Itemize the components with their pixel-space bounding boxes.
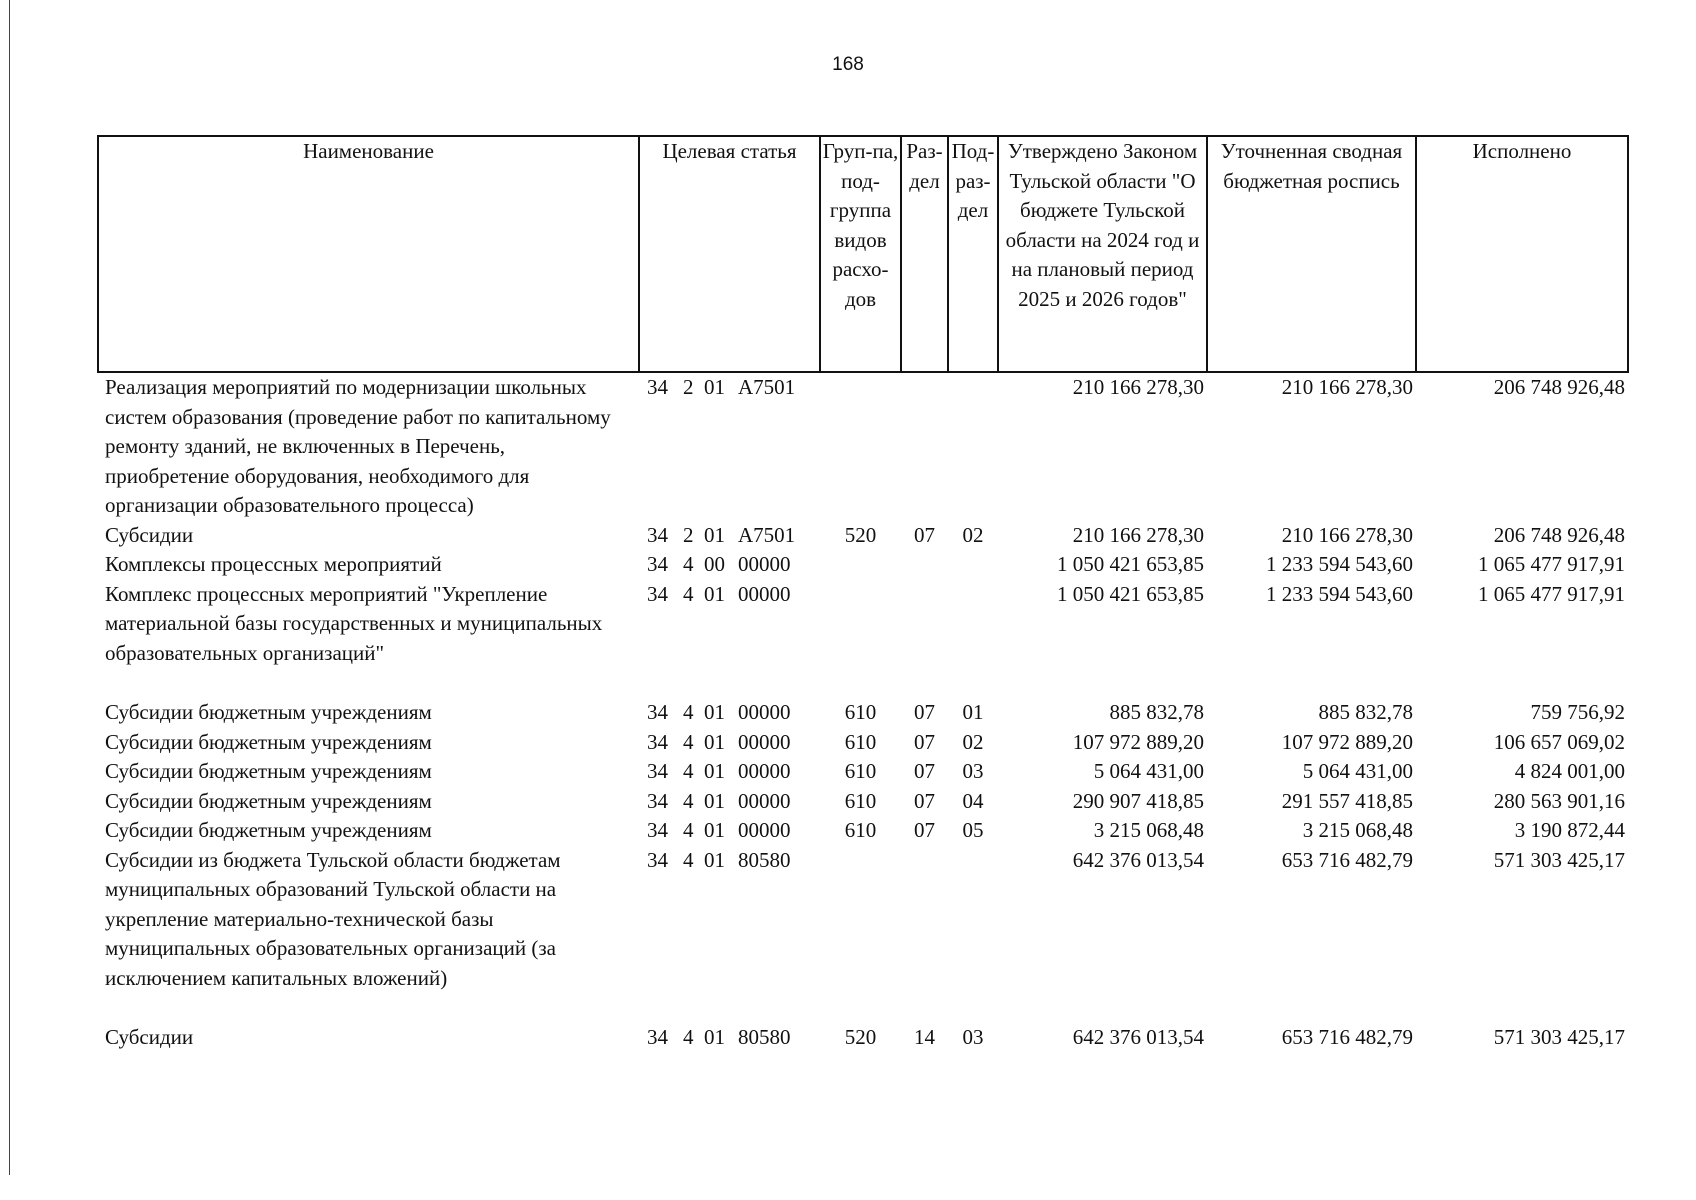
row-name: Субсидии [105,1025,194,1049]
target-part-2: 4 [683,552,694,576]
target-part-4: 00000 [738,700,791,724]
row-name: Субсидии [105,522,194,547]
target-part-2: 4 [683,788,694,813]
target-part-4: 00000 [738,729,791,754]
target-part-1: 34 [647,522,668,547]
row-executed: 3 190 872,44 [1514,818,1625,842]
row-executed: 106 657 069,02 [1493,729,1625,754]
row-target [639,816,820,846]
row-section: 07 [914,522,935,547]
row-group: 610 [844,759,877,783]
row-subsection: 05 [962,818,984,842]
table-row [98,372,1628,521]
row-group [820,372,901,521]
row-refined: 210 166 278,30 [1281,522,1413,547]
row-group: 610 [844,729,877,754]
row-group: 520 [844,522,877,547]
target-part-3: 01 [704,522,725,547]
target-part-1: 34 [647,788,668,813]
row-subsection: 04 [962,788,984,813]
target-part-4: А7501 [738,522,796,547]
row-refined: 653 716 482,79 [1281,847,1413,872]
header-subsection: Под-раз-дел [948,136,998,372]
row-refined: 1 233 594 543,60 [1266,581,1413,606]
header-section: Раз-дел [901,136,948,372]
row-executed: 206 748 926,48 [1493,375,1625,399]
row-executed: 571 303 425,17 [1493,847,1625,872]
row-name: Субсидии из бюджета Тульской области бюджетам муниципальных образований Тульской области на укрепление материально-технической базы муниципальных образовательных организаций (за исключением капитальных вложений) [105,847,561,990]
row-subsection: 02 [962,729,984,754]
target-part-2: 2 [683,375,694,399]
target-part-2: 4 [683,1025,694,1049]
row-refined: 5 064 431,00 [1302,759,1413,783]
table-row [98,1023,1628,1053]
target-part-4: А7501 [738,375,796,399]
row-section: 07 [914,788,935,813]
target-part-2: 2 [683,522,694,547]
target-part-4: 00000 [738,818,791,842]
target-part-2: 4 [683,700,694,724]
row-approved: 107 972 889,20 [1072,729,1204,754]
row-approved: 210 166 278,30 [1072,375,1204,399]
row-name: Субсидии бюджетным учреждениям [105,759,432,783]
row-section: 07 [914,729,935,754]
table-header-row [98,136,1628,372]
target-part-1: 34 [647,581,668,606]
target-part-3: 01 [704,788,725,813]
row-group [820,580,901,699]
row-section: 07 [914,700,935,724]
row-approved: 5 064 431,00 [1093,759,1204,783]
row-subsection [948,580,998,699]
row-refined: 885 832,78 [1318,700,1413,724]
target-part-4: 00000 [738,552,791,576]
target-part-3: 01 [704,759,725,783]
row-target [639,580,820,699]
target-part-4: 00000 [738,788,791,813]
target-part-3: 01 [704,729,725,754]
row-approved: 3 215 068,48 [1093,818,1204,842]
target-part-3: 01 [704,700,725,724]
row-refined: 1 233 594 543,60 [1266,552,1413,576]
table-row [98,846,1628,1024]
row-executed: 4 824 001,00 [1514,759,1625,783]
row-target [639,550,820,580]
target-part-1: 34 [647,375,668,399]
row-subsection [948,846,998,1024]
row-subsection: 03 [962,1025,984,1049]
target-part-1: 34 [647,700,668,724]
row-approved: 210 166 278,30 [1072,522,1204,547]
header-name: Наименование [98,136,639,372]
target-part-2: 4 [683,818,694,842]
row-approved: 1 050 421 653,85 [1057,581,1204,606]
row-subsection [948,372,998,521]
row-refined: 653 716 482,79 [1281,1025,1413,1049]
target-part-4: 80580 [738,1025,791,1049]
row-name: Комплекс процессных мероприятий "Укрепление материальной базы государственных и муниципальных образовательных организаций" [105,581,603,665]
target-part-1: 34 [647,552,668,576]
row-target [639,757,820,787]
row-refined: 210 166 278,30 [1281,375,1413,399]
target-part-3: 01 [704,847,725,872]
target-part-3: 01 [704,375,725,399]
row-name: Субсидии бюджетным учреждениям [105,818,432,842]
target-part-1: 34 [647,847,668,872]
row-executed: 571 303 425,17 [1493,1025,1625,1049]
row-executed: 1 065 477 917,91 [1478,552,1625,576]
row-target [639,521,820,551]
page-margin-line [9,0,10,1175]
row-name: Субсидии бюджетным учреждениям [105,788,432,813]
table-row [98,728,1628,758]
target-part-3: 01 [704,1025,725,1049]
row-group: 520 [844,1025,877,1049]
row-group: 610 [844,700,877,724]
target-part-1: 34 [647,729,668,754]
target-part-1: 34 [647,759,668,783]
target-part-2: 4 [683,847,694,872]
table-row [98,580,1628,699]
table-row [98,550,1628,580]
row-group [820,550,901,580]
target-part-3: 01 [704,581,725,606]
header-target: Целевая статья [639,136,820,372]
budget-table [97,135,1629,1053]
target-part-4: 00000 [738,759,791,783]
row-group: 610 [844,788,877,813]
row-section [901,846,948,1024]
row-target [639,1023,820,1053]
row-section: 14 [914,1025,935,1049]
target-part-2: 4 [683,581,694,606]
row-approved: 1 050 421 653,85 [1057,552,1204,576]
row-approved: 290 907 418,85 [1072,788,1204,813]
target-part-1: 34 [647,818,668,842]
row-approved: 642 376 013,54 [1072,1025,1204,1049]
target-part-3: 01 [704,818,725,842]
target-part-4: 80580 [738,847,791,872]
table-row [98,698,1628,728]
row-name: Субсидии бюджетным учреждениям [105,700,432,724]
header-refined: Уточненная сводная бюджетная роспись [1207,136,1416,372]
row-approved: 642 376 013,54 [1072,847,1204,872]
row-approved: 885 832,78 [1109,700,1204,724]
row-executed: 206 748 926,48 [1493,522,1625,547]
row-target [639,787,820,817]
row-executed: 759 756,92 [1530,700,1625,724]
row-target [639,698,820,728]
row-name: Субсидии бюджетным учреждениям [105,729,432,754]
header-approved: Утверждено Законом Тульской области "О бюджете Тульской области на 2024 год и на плановый период 2025 и 2026 годов" [998,136,1207,372]
row-name: Реализация мероприятий по модернизации школьных систем образования (проведение работ по капитальному ремонту зданий, не включенных в Перечень, приобретение оборудования, необходимого для организации образовательного процесса) [105,375,611,517]
row-subsection: 01 [962,700,984,724]
target-part-2: 4 [683,729,694,754]
target-part-1: 34 [647,1025,668,1049]
page-number: 168 [832,54,864,75]
header-group: Груп-па, под-группа видов расхо-дов [820,136,901,372]
row-refined: 107 972 889,20 [1281,729,1413,754]
table-row [98,816,1628,846]
table-row [98,521,1628,551]
row-section [901,372,948,521]
row-refined: 3 215 068,48 [1302,818,1413,842]
row-subsection [948,550,998,580]
row-target [639,846,820,1024]
header-executed: Исполнено [1416,136,1628,372]
row-subsection: 03 [962,759,984,783]
row-section [901,550,948,580]
row-section [901,580,948,699]
row-section: 07 [914,759,935,783]
row-target [639,728,820,758]
row-refined: 291 557 418,85 [1281,788,1413,813]
row-target [639,372,820,521]
row-group: 610 [844,818,877,842]
row-name: Комплексы процессных мероприятий [105,552,442,576]
row-group [820,846,901,1024]
row-executed: 1 065 477 917,91 [1478,581,1625,606]
target-part-3: 00 [704,552,725,576]
target-part-2: 4 [683,759,694,783]
row-section: 07 [914,818,935,842]
table-row [98,787,1628,817]
target-part-4: 00000 [738,581,791,606]
table-row [98,757,1628,787]
row-subsection: 02 [962,522,984,547]
row-executed: 280 563 901,16 [1493,788,1625,813]
